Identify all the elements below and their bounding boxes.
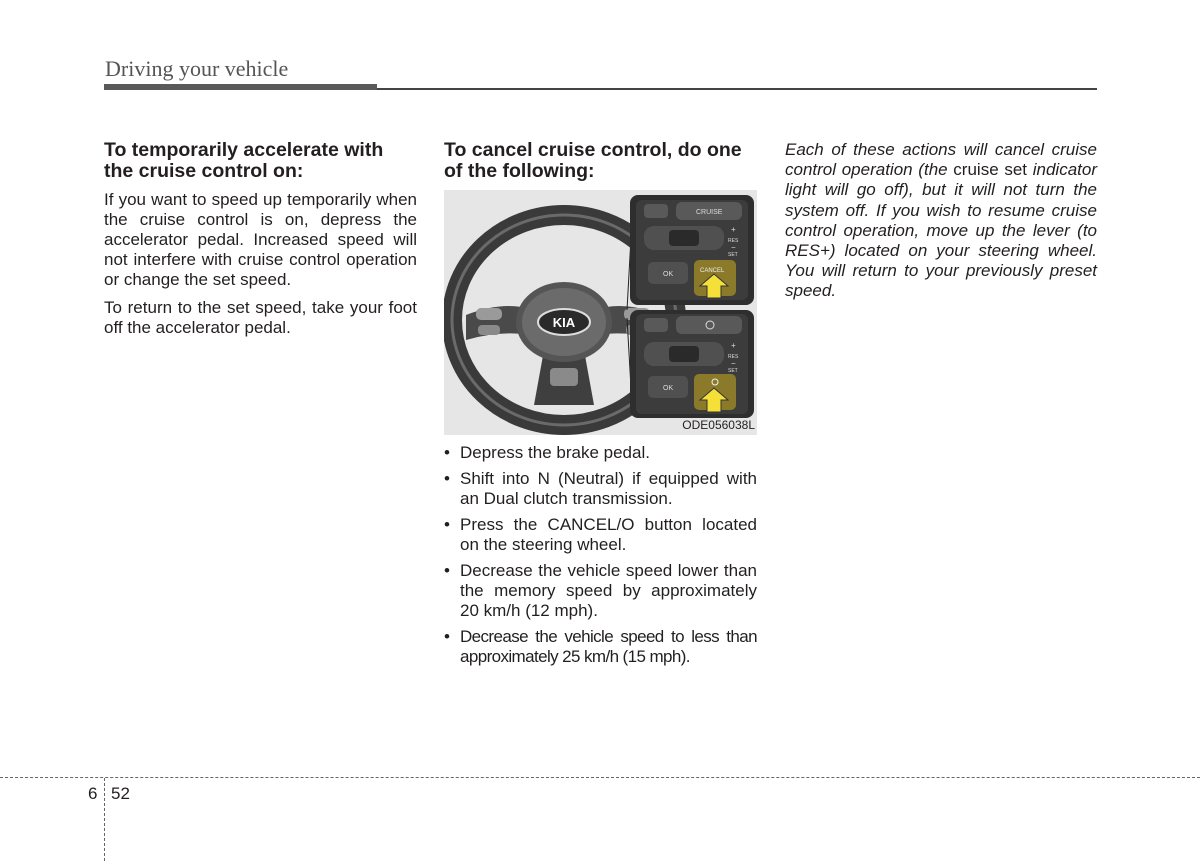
inset-cancel-button: [630, 195, 754, 305]
list-item: • Press the CANCEL/O button located on the steering wheel.: [444, 515, 757, 555]
svg-text:KIA: KIA: [552, 315, 576, 330]
svg-text:CRUISE: CRUISE: [696, 209, 723, 216]
column-left: [104, 140, 417, 346]
kia-logo: [538, 309, 590, 335]
column-middle: [444, 140, 757, 673]
svg-text:−: −: [731, 243, 736, 252]
list-item: • Depress the brake pedal.: [444, 443, 757, 463]
list-item: • Decrease the vehicle speed lower than the memory speed by approximately 20 km/h (12 mph).: [444, 561, 757, 621]
steering-wheel-figure: [444, 190, 757, 435]
header-rule-thick: [104, 84, 377, 90]
list-item: • Shift into N (Neutral) if equipped with an Dual clutch transmission.: [444, 469, 757, 509]
list-item: • Decrease the vehicle speed to less than approximately 25 km/h (15 mph).: [444, 627, 757, 667]
footer-dashed-rule: [0, 777, 1200, 778]
svg-text:SET: SET: [728, 368, 738, 374]
svg-text:+: +: [731, 341, 736, 350]
paragraph-return-speed: To return to the set speed, take your foot off the accelerator pedal.: [104, 298, 417, 337]
column-right: [785, 140, 1097, 302]
cancel-note: Each of these actions will cancel cruise control operation (the cruise set indicator light will go off), but it will not turn the system off. If you wish to resume cruise control operation, move up the lever (to RES+) located on your steering wheel. You will return to your previously preset speed.: [785, 140, 1097, 301]
paragraph-accelerate: If you want to speed up temporarily when the cruise control is on, depress the accelerator pedal. Increased speed will not interfere with cruise control operation or change the set speed.: [104, 190, 417, 289]
section-title: Driving your vehicle: [105, 56, 289, 81]
heading-accelerate: To temporarily accelerate with the cruise control on:: [104, 139, 384, 182]
heading-cancel: To cancel cruise control, do one of the following:: [444, 139, 742, 182]
svg-text:OK: OK: [663, 385, 674, 392]
svg-text:CANCEL: CANCEL: [700, 268, 725, 274]
svg-text:SET: SET: [728, 252, 738, 258]
steering-wheel-illustration: [444, 190, 757, 435]
cancel-methods-list: [444, 443, 757, 667]
svg-text:OK: OK: [663, 271, 674, 278]
svg-text:RES: RES: [728, 238, 739, 244]
svg-text:+: +: [731, 225, 736, 234]
page-number: 52: [111, 784, 130, 803]
svg-text:RES: RES: [728, 354, 739, 360]
chapter-number: 6: [88, 784, 98, 803]
header-rule-thin: [377, 88, 1097, 90]
inset-o-button: [630, 310, 754, 418]
figure-code: ODE056038L: [682, 418, 755, 432]
svg-text:−: −: [731, 359, 736, 368]
footer-vertical-rule: [104, 778, 105, 861]
